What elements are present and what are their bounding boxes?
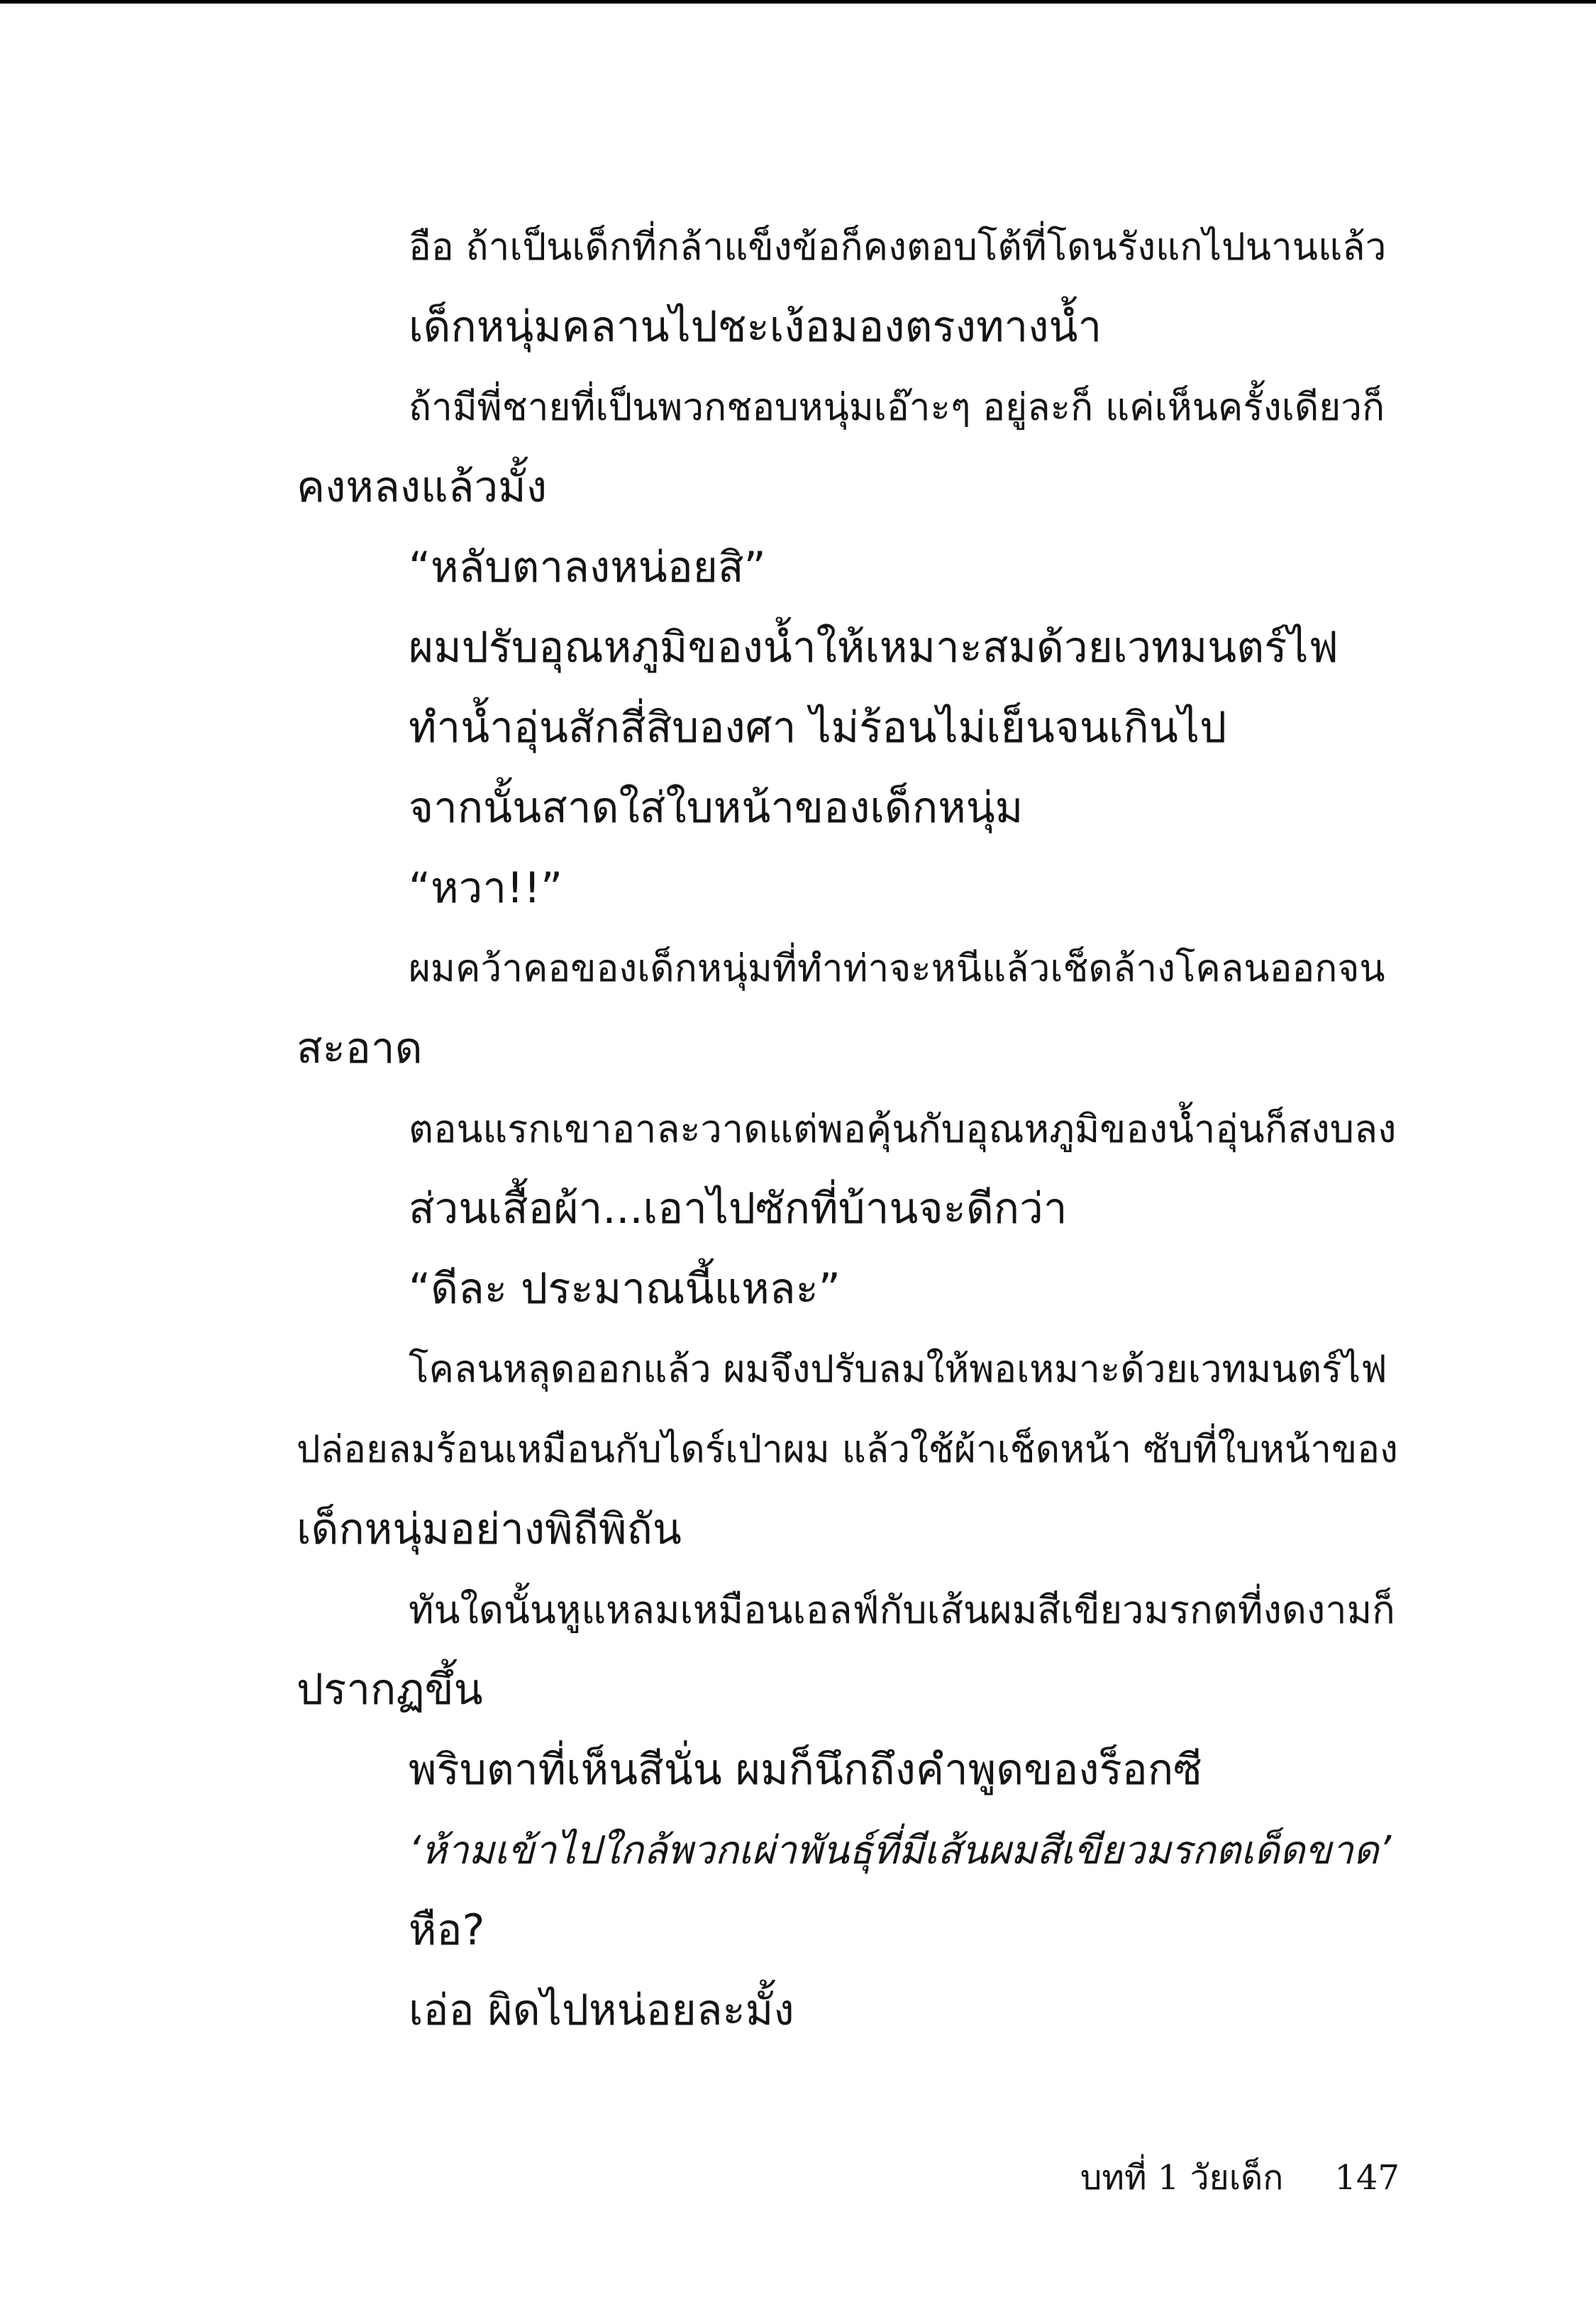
- text-line: ปรากฏขึ้น: [297, 1665, 483, 1715]
- text-line: สะอาด: [297, 1024, 423, 1073]
- text-line: ถ้ามีพี่ชายที่เป็นพวกชอบหนุ่มเอ๊าะๆ อยู่ละก็ แค่เห็นครั้งเดียวก็: [409, 386, 1385, 429]
- text-line: ทำน้ำอุ่นสักสี่สิบองศา ไม่ร้อนไม่เย็นจนเกินไป: [409, 703, 1227, 753]
- text-line: ตอนแรกเขาอาละวาดแต่พอคุ้นกับอุณหภูมิของน้ำอุ่นก็สงบลง: [409, 1107, 1397, 1151]
- text-line: หือ?: [409, 1905, 485, 1955]
- text-line: ผมปรับอุณหภูมิของน้ำให้เหมาะสมด้วยเวทมนตร์ไฟ: [409, 623, 1339, 672]
- text-line: อือ ถ้าเป็นเด็กที่กล้าแข็งข้อก็คงตอบโต้ที่โดนรังแกไปนานแล้ว: [409, 226, 1387, 269]
- top-edge-rule: [0, 0, 1596, 4]
- text-line: “ดีละ ประมาณนี้แหละ”: [409, 1264, 841, 1314]
- text-line: คงหลงแล้วมั้ง: [297, 463, 548, 512]
- running-chapter-title: บทที่ 1 วัยเด็ก: [1080, 2158, 1284, 2198]
- text-line: เอ่อ ผิดไปหน่อยละมั้ง: [409, 1986, 794, 2035]
- text-line: จากนั้นสาดใส่ใบหน้าของเด็กหนุ่ม: [409, 783, 1024, 833]
- text-line: ‘ห้ามเข้าไปใกล้พวกเผ่าพันธุ์ที่มีเส้นผมสีเขียวมรกตเด็ดขาด’: [409, 1827, 1392, 1873]
- text-line: ส่วนเสื้อผ้า...เอาไปซักที่บ้านจะดีกว่า: [409, 1184, 1068, 1234]
- text-line: “หวา!!”: [409, 863, 563, 913]
- text-line: พริบตาที่เห็นสีนั่น ผมก็นึกถึงคำพูดของร็อกซี: [409, 1745, 1202, 1795]
- body-text: [297, 207, 1400, 2051]
- text-line: ทันใดนั้นหูแหลมเหมือนเอลฟ์กับเส้นผมสีเขียวมรกตที่งดงามก็: [409, 1588, 1395, 1632]
- page-footer: [993, 2149, 1400, 2206]
- text-line: เด็กหนุ่มอย่างพิถีพิถัน: [297, 1505, 682, 1554]
- page-number: 147: [1334, 2158, 1400, 2198]
- text-line: เด็กหนุ่มคลานไปชะเง้อมองตรงทางน้ำ: [409, 302, 1102, 352]
- text-line: ปล่อยลมร้อนเหมือนกับไดร์เป่าผม แล้วใช้ผ้าเช็ดหน้า ซับที่ใบหน้าของ: [297, 1428, 1398, 1471]
- text-line: ผมคว้าคอของเด็กหนุ่มที่ทำท่าจะหนีแล้วเช็ดล้างโคลนออกจน: [409, 947, 1385, 990]
- text-line: “หลับตาลงหน่อยสิ”: [409, 543, 766, 592]
- text-line: โคลนหลุดออกแล้ว ผมจึงปรับลมให้พอเหมาะด้วยเวทมนตร์ไฟ: [409, 1348, 1387, 1391]
